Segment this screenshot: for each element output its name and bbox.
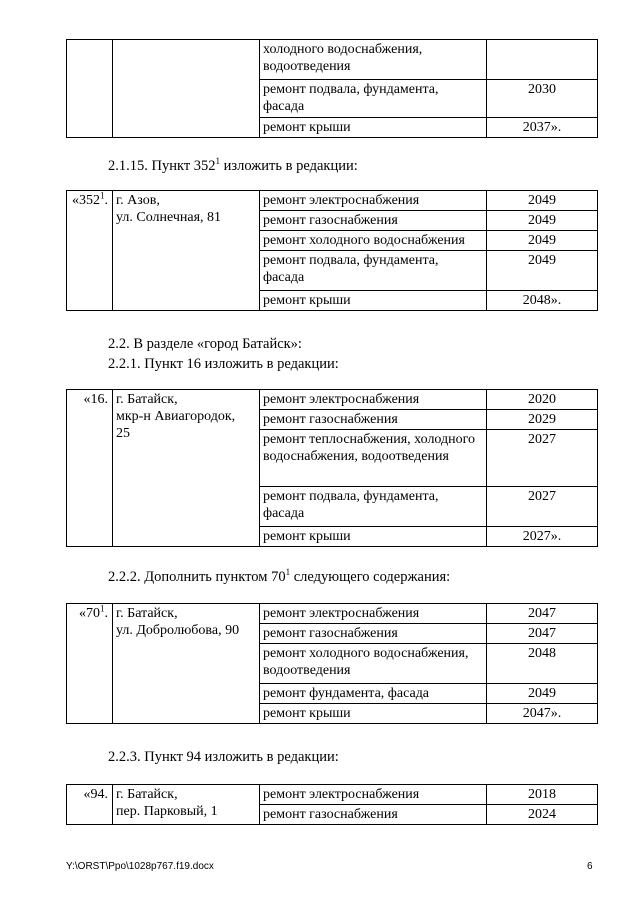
year-cell: 2027 <box>487 430 598 487</box>
table-row <box>67 604 598 624</box>
work-cell: ремонт электроснабжения <box>260 390 487 410</box>
paragraph-2-2-2: 2.2.2. Дополнить пунктом $70^1$ следующего содержания: <box>108 567 451 585</box>
item-number: «94. <box>67 785 113 825</box>
address-cell: г. Батайск, ул. Добролюбова, 90 <box>113 604 260 724</box>
table-row <box>67 40 598 80</box>
work-cell: ремонт холодного водоснабжения <box>260 231 487 251</box>
paragraph-2-2-1: 2.2.1. Пункт 16 изложить в редакции: <box>108 356 339 372</box>
work-cell: ремонт подвала, фундамента, фасада <box>260 80 487 118</box>
paragraph-2-2-3: 2.2.3. Пункт 94 изложить в редакции: <box>108 749 339 765</box>
work-cell: ремонт газоснабжения <box>260 410 487 430</box>
work-cell: ремонт фундамента, фасада <box>260 684 487 704</box>
table-continuation <box>66 39 598 138</box>
work-cell: ремонт электроснабжения <box>260 604 487 624</box>
work-cell: ремонт электроснабжения <box>260 191 487 211</box>
table-94 <box>66 784 598 825</box>
item-number: «$70^1$. <box>67 604 113 724</box>
item-number: «16. <box>67 390 113 547</box>
year-cell: 2020 <box>487 390 598 410</box>
year-cell: 2048». <box>487 291 598 311</box>
paragraph-2-2: 2.2. В разделе «город Батайск»: <box>108 336 302 352</box>
year-cell: 2049 <box>487 191 598 211</box>
work-cell: ремонт теплоснабжения, холодного водоснабжения, водоотведения <box>260 430 487 487</box>
work-cell: ремонт крыши <box>260 527 487 547</box>
work-cell: ремонт крыши <box>260 118 487 138</box>
year-cell: 2037». <box>487 118 598 138</box>
paragraph-2-1-15: 2.1.15. Пункт $352^1$ изложить в редакции: <box>108 156 358 174</box>
work-cell: ремонт газоснабжения <box>260 805 487 825</box>
year-cell: 2047». <box>487 704 598 724</box>
work-cell: ремонт газоснабжения <box>260 624 487 644</box>
table-row <box>67 191 598 211</box>
year-cell: 2048 <box>487 644 598 684</box>
address-cell: г. Азов, ул. Солнечная, 81 <box>113 191 260 311</box>
year-cell <box>487 40 598 80</box>
work-cell: ремонт электроснабжения <box>260 785 487 805</box>
table-70-1 <box>66 603 598 724</box>
table-row <box>67 785 598 805</box>
address-cell: г. Батайск, мкр-н Авиагородок, 25 <box>113 390 260 547</box>
work-cell: холодного водоснабжения, водоотведения <box>260 40 487 80</box>
work-cell: ремонт крыши <box>260 704 487 724</box>
year-cell: 2024 <box>487 805 598 825</box>
year-cell: 2049 <box>487 231 598 251</box>
page-number: 6 <box>587 861 593 872</box>
work-cell: ремонт крыши <box>260 291 487 311</box>
work-cell: ремонт подвала, фундамента, фасада <box>260 251 487 291</box>
year-cell: 2030 <box>487 80 598 118</box>
year-cell: 2027 <box>487 487 598 527</box>
item-number: «$352^1$. <box>67 191 113 311</box>
year-cell: 2018 <box>487 785 598 805</box>
year-cell: 2027». <box>487 527 598 547</box>
year-cell: 2049 <box>487 211 598 231</box>
work-cell: ремонт холодного водоснабжения, водоотведения <box>260 644 487 684</box>
table-16 <box>66 389 598 547</box>
year-cell: 2049 <box>487 684 598 704</box>
table-352-1 <box>66 190 598 311</box>
year-cell: 2047 <box>487 624 598 644</box>
year-cell: 2047 <box>487 604 598 624</box>
year-cell: 2049 <box>487 251 598 291</box>
footer-file-path: Y:\ORST\Ppo\1028p767.f19.docx <box>66 861 214 872</box>
address-cell: г. Батайск, пер. Парковый, 1 <box>113 785 260 825</box>
work-cell: ремонт подвала, фундамента, фасада <box>260 487 487 527</box>
work-cell: ремонт газоснабжения <box>260 211 487 231</box>
year-cell: 2029 <box>487 410 598 430</box>
table-row <box>67 390 598 410</box>
